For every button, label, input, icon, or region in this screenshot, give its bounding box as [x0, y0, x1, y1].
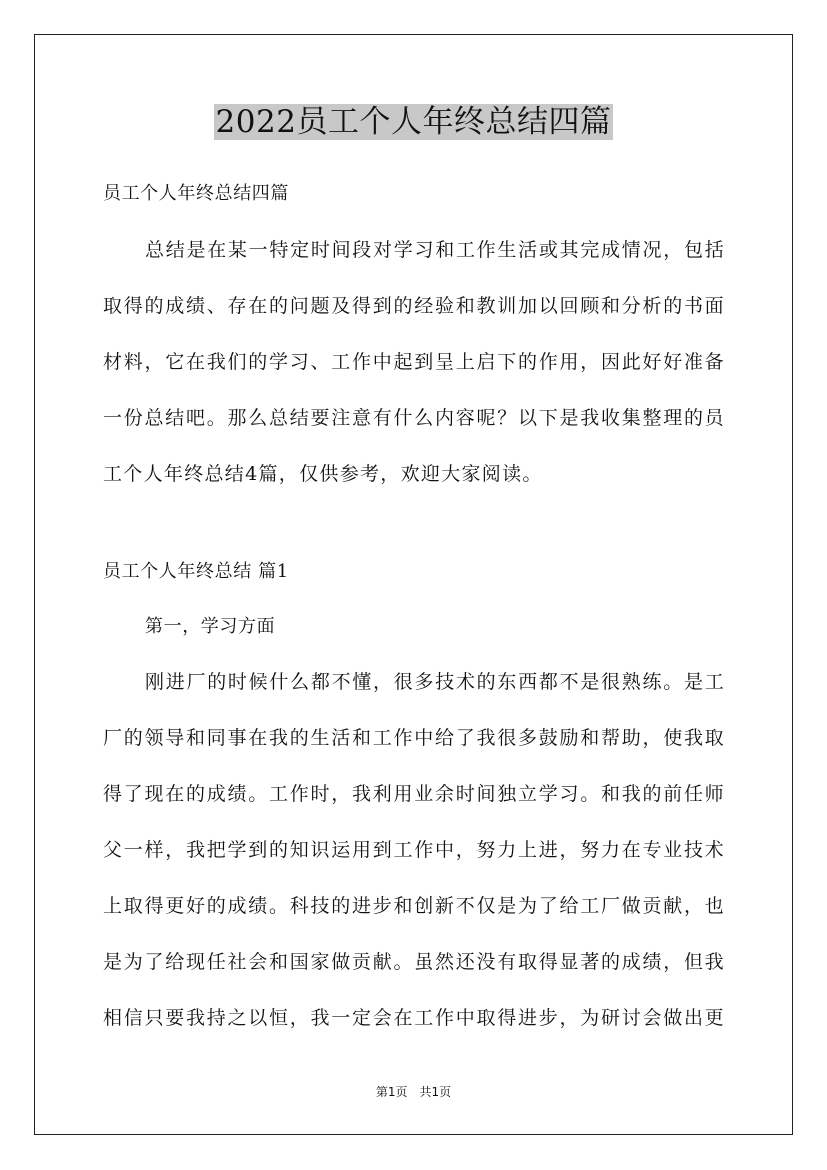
- page-total: 共1页: [419, 1085, 452, 1099]
- intro-paragraph-line: 材料，它在我们的学习、工作中起到呈上启下的作用，因此好好准备: [103, 351, 725, 373]
- body-paragraph-line: 厂的领导和同事在我的生活和工作中给了我很多鼓励和帮助，使我取: [103, 727, 725, 749]
- body-paragraph-line: 是为了给现任社会和国家做贡献。虽然还没有取得显著的成绩，但我: [103, 951, 725, 973]
- section-heading: 员工个人年终总结 篇1: [103, 561, 289, 582]
- document-title: [0, 100, 827, 144]
- body-paragraph-line: 上取得更好的成绩。科技的进步和创新不仅是为了给工厂做贡献，也: [103, 895, 725, 917]
- intro-paragraph-line: 总结是在某一特定时间段对学习和工作生活或其完成情况，包括: [145, 239, 725, 261]
- document-title-text: 2022员工个人年终总结四篇: [215, 104, 612, 140]
- page-footer: [0, 1084, 827, 1100]
- body-paragraph-line: 刚进厂的时候什么都不懂，很多技术的东西都不是很熟练。是工: [145, 671, 725, 693]
- intro-paragraph-line: 工个人年终总结4篇，仅供参考，欢迎大家阅读。: [103, 463, 543, 485]
- page-number: 第1页: [375, 1085, 408, 1099]
- document-subtitle: 员工个人年终总结四篇: [103, 183, 289, 204]
- body-paragraph-line: 父一样，我把学到的知识运用到工作中，努力上进，努力在专业技术: [103, 839, 725, 861]
- body-paragraph-line: 得了现在的成绩。工作时，我利用业余时间独立学习。和我的前任师: [103, 783, 725, 805]
- intro-paragraph-line: 取得的成绩、存在的问题及得到的经验和教训加以回顾和分析的书面: [103, 295, 725, 317]
- body-paragraph-line: 相信只要我持之以恒，我一定会在工作中取得进步，为研讨会做出更: [103, 1007, 725, 1029]
- subsection-heading: 第一，学习方面: [145, 616, 276, 637]
- intro-paragraph-line: 一份总结吧。那么总结要注意有什么内容呢？以下是我收集整理的员: [103, 407, 725, 429]
